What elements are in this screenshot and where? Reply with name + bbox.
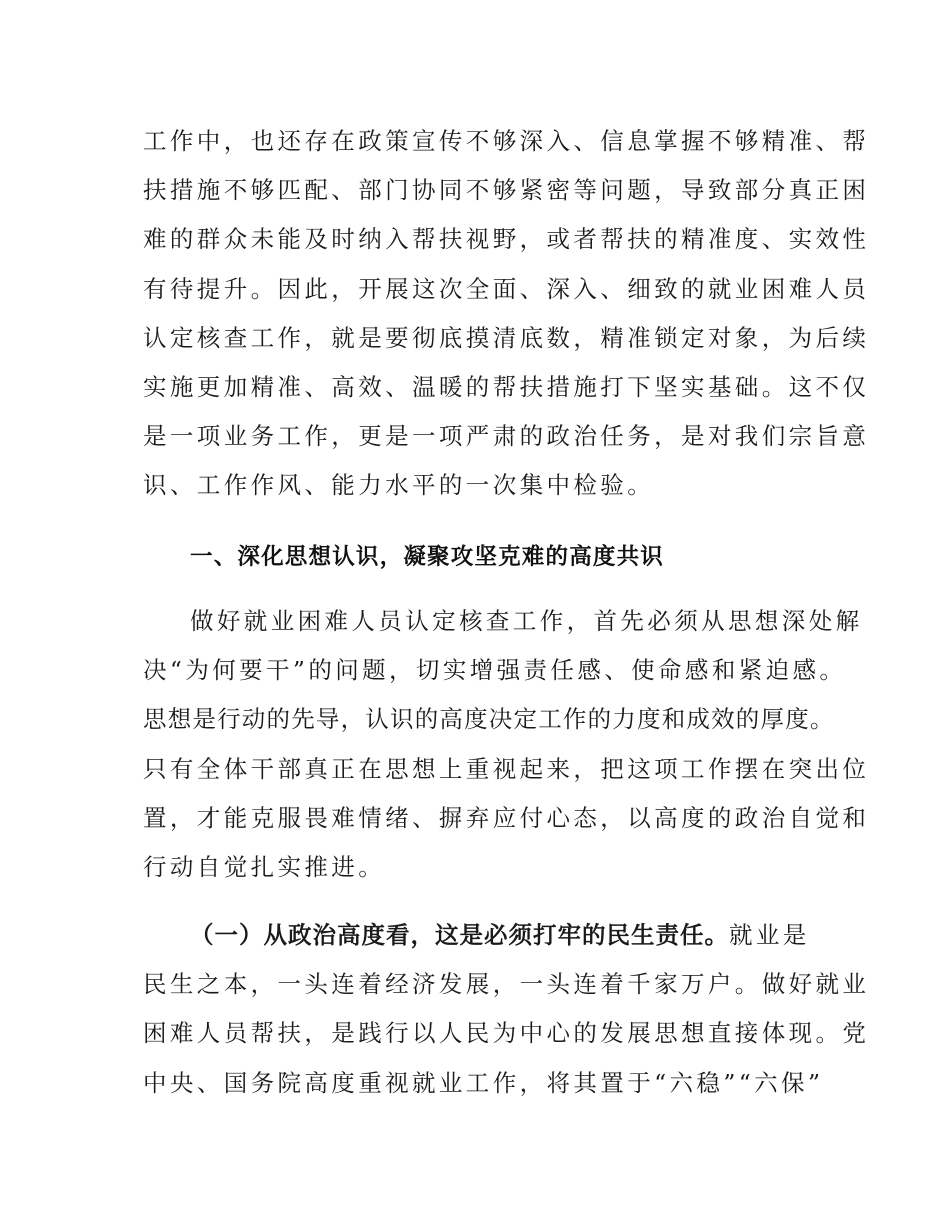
- paragraph-line: 识、工作作风、能力水平的一次集中检验。: [143, 471, 655, 500]
- paragraph-line: 工作中，也还存在政策宣传不够深入、信息掌握不够精准、帮: [143, 127, 870, 155]
- paragraph-line: 扶措施不够匹配、部门协同不够紧密等问题，导致部分真正困: [143, 176, 870, 205]
- paragraph-line: 民生之本，一头连着经济发展，一头连着千家万户。做好就业: [143, 970, 870, 999]
- paragraph-line: 思想是行动的先导，认识的高度决定工作的力度和成效的厚度。: [143, 705, 835, 734]
- paragraph-line: 中央、国务院高度重视就业工作，将其置于“六稳”“六保”: [143, 1068, 824, 1097]
- paragraph-line: 决“为何要干”的问题，切实增强责任感、使命感和紧迫感。: [143, 656, 847, 685]
- paragraph-line: 只有全体干部真正在思想上重视起来，把这项工作摆在突出位: [143, 754, 870, 783]
- paragraph-line: 行动自觉扎实推进。: [143, 852, 386, 881]
- paragraph-first-line: [143, 911, 811, 960]
- paragraph-line: 置，才能克服畏难情绪、摒弃应付心态，以高度的政治自觉和: [143, 803, 870, 832]
- paragraph-line: 有待提升。因此，开展这次全面、深入、细致的就业困难人员: [143, 274, 870, 303]
- paragraph-continuation: [143, 117, 870, 511]
- section-heading: 一、深化思想认识，凝聚攻坚克难的高度共识: [190, 544, 665, 570]
- paragraph-line: 困难人员帮扶，是践行以人民为中心的发展思想直接体现。党: [143, 1019, 870, 1048]
- paragraph-political-height: [143, 911, 870, 1108]
- subsection-lead: （一）从政治高度看，这是必须打牢的民生责任。: [190, 921, 729, 949]
- paragraph-line: 难的群众未能及时纳入帮扶视野，或者帮扶的精准度、实效性: [143, 225, 870, 254]
- paragraph-line-rest: 就业是: [729, 921, 810, 949]
- paragraph-line: 认定核查工作，就是要彻底摸清底数，精准锁定对象，为后续: [143, 323, 870, 352]
- paragraph-ideology: [143, 597, 870, 892]
- paragraph-line: 实施更加精准、高效、温暖的帮扶措施打下坚实基础。这不仅: [143, 372, 870, 401]
- paragraph-line: 做好就业困难人员认定核查工作，首先必须从思想深处解: [190, 607, 863, 635]
- paragraph-line: 是一项业务工作，更是一项严肃的政治任务，是对我们宗旨意: [143, 422, 870, 451]
